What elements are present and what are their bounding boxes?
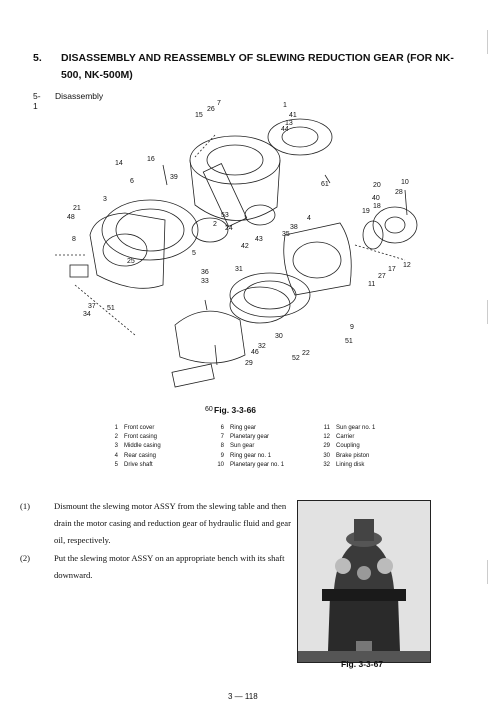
legend-part-name: Drive shaft <box>124 461 153 468</box>
legend-row <box>206 461 316 470</box>
legend-part-number: 3 <box>114 443 118 450</box>
callout-number: 52 <box>292 355 300 362</box>
callout-number: 35 <box>282 231 290 238</box>
legend-column-3 <box>312 424 422 470</box>
legend-part-name: Planetary gear <box>230 434 270 441</box>
legend-part-number: 5 <box>114 461 118 468</box>
callout-number: 28 <box>395 189 403 196</box>
callout-number: 37 <box>88 303 96 310</box>
binding-mark <box>484 300 488 324</box>
legend-part-number: 29 <box>323 443 330 450</box>
callout-number: 44 <box>281 126 289 133</box>
procedure-step <box>20 498 292 550</box>
figure-caption-b: Fig. 3-3-67 <box>341 659 384 669</box>
motor-photo-image <box>298 501 430 662</box>
callout-number: 7 <box>217 100 221 107</box>
callout-number: 10 <box>401 179 409 186</box>
legend-part-number: 2 <box>114 434 118 441</box>
legend-part-name: Middle casing <box>124 443 161 450</box>
legend-part-name: Sun gear <box>230 443 255 450</box>
front-cover-part <box>268 119 332 155</box>
subsection-title: Disassembly <box>55 91 104 101</box>
legend-part-name: Front casing <box>124 434 158 441</box>
legend-part-number: 4 <box>114 452 118 459</box>
legend-part-number: 32 <box>323 461 330 468</box>
callout-number: 42 <box>241 243 249 250</box>
legend-part-name: Brake piston <box>336 452 370 459</box>
callout-number: 39 <box>170 174 178 181</box>
page-number: 3 — 118 <box>228 692 258 701</box>
legend-column-1 <box>100 424 210 470</box>
legend-part-number: 10 <box>217 461 224 468</box>
callout-number: 34 <box>83 311 91 318</box>
callout-number: 22 <box>302 350 310 357</box>
callout-number: 38 <box>290 224 298 231</box>
callout-number: 5 <box>192 250 196 257</box>
callout-number: 6 <box>130 178 134 185</box>
legend-row <box>100 442 210 451</box>
callout-number: 20 <box>373 182 381 189</box>
callout-number: 31 <box>235 266 243 273</box>
callout-number: 19 <box>362 208 370 215</box>
legend-row <box>312 442 422 451</box>
callout-number: 21 <box>73 205 81 212</box>
legend-row <box>312 433 422 442</box>
callout-number: 61 <box>321 181 329 188</box>
legend-row <box>100 461 210 470</box>
brake-piston-part <box>230 273 310 317</box>
legend-part-number: 12 <box>323 434 330 441</box>
callout-number: 40 <box>372 195 380 202</box>
step-text: Dismount the slewing motor ASSY from the slewing table and then drain the motor casing and reduction gear of hydraulic fluid and gear oil, respectively. <box>54 501 291 546</box>
legend-part-number: 9 <box>220 452 224 459</box>
callout-number: 16 <box>147 156 155 163</box>
legend-column-2 <box>206 424 316 470</box>
legend-row <box>312 461 422 470</box>
callout-number: 29 <box>245 360 253 367</box>
section-title: DISASSEMBLY AND REASSEMBLY OF SLEWING REDUCTION GEAR (FOR NK-500, NK-500M) <box>61 52 454 81</box>
legend-row <box>206 442 316 451</box>
legend-row <box>100 452 210 461</box>
section-number: 5. <box>33 52 42 64</box>
callout-number: 36 <box>201 269 209 276</box>
callout-number: 51 <box>345 338 353 345</box>
callout-number: 15 <box>195 112 203 119</box>
callout-number: 1 <box>283 102 287 109</box>
legend-row <box>206 452 316 461</box>
callout-number: 43 <box>255 236 263 243</box>
legend-part-number: 6 <box>220 425 224 431</box>
callout-number: 2 <box>213 221 217 228</box>
figure-caption-a: Fig. 3-3-66 <box>214 405 257 415</box>
callout-number: 3 <box>103 196 107 203</box>
legend-row <box>100 424 210 433</box>
callout-number: 30 <box>275 333 283 340</box>
legend-part-name: Rear casing <box>124 452 157 459</box>
legend-row <box>100 433 210 442</box>
callout-number: 4 <box>307 215 311 222</box>
callout-number: 11 <box>368 281 376 288</box>
legend-part-name: Ring gear no. 1 <box>230 452 272 459</box>
callout-number: 46 <box>251 349 259 356</box>
subsection-number: 5-1 <box>33 91 41 111</box>
legend-part-name: Ring gear <box>230 425 257 431</box>
callout-number: 51 <box>107 305 115 312</box>
legend-row <box>206 433 316 442</box>
legend-part-name: Sun gear no. 1 <box>336 425 376 431</box>
legend-part-name: Carrier <box>336 434 355 441</box>
legend-part-number: 7 <box>220 434 224 441</box>
procedure-steps <box>20 498 292 584</box>
step-number: (1) <box>20 501 31 511</box>
legend-part-name: Front cover <box>124 425 155 431</box>
callout-number: 33 <box>201 278 209 285</box>
callout-number: 12 <box>403 262 411 269</box>
callout-number: 41 <box>289 112 297 119</box>
callout-number: 27 <box>378 273 386 280</box>
binding-mark <box>484 30 488 54</box>
legend-part-number: 30 <box>323 452 330 459</box>
callout-number: 18 <box>373 203 381 210</box>
legend-part-number: 8 <box>220 443 224 450</box>
binding-mark <box>484 560 488 584</box>
motor-photo <box>297 500 431 663</box>
legend-row <box>312 452 422 461</box>
callout-number: 48 <box>67 214 75 221</box>
procedure-step <box>20 550 292 584</box>
callout-number: 14 <box>115 160 123 167</box>
callout-layer <box>67 100 411 413</box>
callout-number: 9 <box>350 324 354 331</box>
callout-number: 8 <box>72 236 76 243</box>
callout-number: 53 <box>221 212 229 219</box>
legend-part-name: Coupling <box>336 443 360 450</box>
motor-housing-part <box>175 311 245 363</box>
legend-part-name: Planetary gear no. 1 <box>230 461 285 468</box>
front-casing-part <box>190 136 280 184</box>
legend-part-number: 1 <box>114 425 118 431</box>
callout-number: 26 <box>207 106 215 113</box>
legend-part-number: 11 <box>323 425 330 431</box>
coupling-part <box>70 265 88 277</box>
legend-row <box>206 424 316 433</box>
step-number: (2) <box>20 552 31 563</box>
callout-number: 13 <box>285 120 293 127</box>
callout-number: 32 <box>258 343 266 350</box>
callout-number: 25 <box>127 258 135 265</box>
legend-row <box>312 424 422 433</box>
legend-part-name: Lining disk <box>336 461 365 468</box>
callout-number: 24 <box>225 225 233 232</box>
callout-number: 60 <box>205 406 213 413</box>
callout-number: 17 <box>388 266 396 273</box>
step-text: Put the slewing motor ASSY on an appropriate bench with its shaft downward. <box>54 552 285 580</box>
